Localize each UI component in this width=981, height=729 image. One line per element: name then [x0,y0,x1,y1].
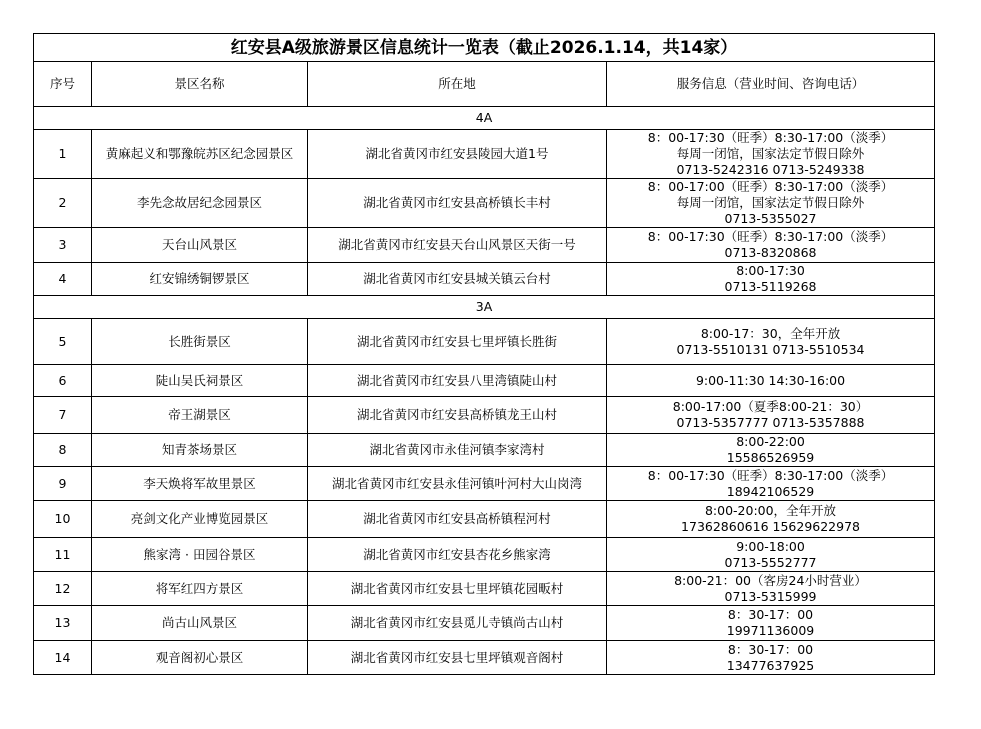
service-line: 8：30-17：00 [727,641,814,657]
table-row [34,641,935,675]
table-row [34,467,935,501]
cell-name: 李先念故居纪念园景区 [92,179,308,228]
table-title: 红安县A级旅游景区信息统计一览表（截止2026.1.14，共14家） [34,34,935,62]
cell-location: 湖北省黄冈市红安县七里坪镇花园畈村 [308,572,607,606]
service-line: 8:00-21：00（客房24小时营业） [674,572,867,588]
table-row [34,434,935,467]
table-row [34,228,935,263]
service-line: 8:00-17:30 [736,263,805,278]
service-line: 0713-5242316 0713-5249338 [676,162,865,177]
table-row [34,365,935,397]
cell-no: 13 [34,606,92,641]
cell-name: 李天焕将军故里景区 [92,467,308,501]
service-line: 0713-8320868 [724,245,817,260]
service-line: 9:00-11:30 14:30-16:00 [695,372,846,388]
cell-service [607,319,935,365]
cell-location: 湖北省黄冈市红安县陵园大道1号 [308,130,607,179]
cell-location: 湖北省黄冈市红安县城关镇云台村 [308,263,607,296]
service-line: 0713-5355027 [724,211,817,226]
service-line: 0713-5119268 [724,279,817,294]
table-body [34,34,935,675]
cell-no: 2 [34,179,92,228]
service-line: 每周一闭馆，国家法定节假日除外 [676,146,865,161]
cell-name: 黄麻起义和鄂豫皖苏区纪念园景区 [92,130,308,179]
cell-location: 湖北省黄冈市红安县永佳河镇叶河村大山岗湾 [308,467,607,501]
cell-location: 湖北省黄冈市红安县八里湾镇陡山村 [308,365,607,397]
header-location: 所在地 [308,62,607,107]
scenic-spots-table [33,33,935,675]
table-row [34,179,935,228]
cell-service [607,572,935,606]
service-line: 8:00-22:00 [736,434,805,449]
table-row [34,538,935,572]
cell-no: 12 [34,572,92,606]
cell-no: 11 [34,538,92,572]
cell-location: 湖北省黄冈市永佳河镇李家湾村 [308,434,607,467]
service-line: 18942106529 [726,483,815,499]
service-line: 0713-5510131 0713-5510534 [676,341,865,357]
cell-service [607,365,935,397]
cell-location: 湖北省黄冈市红安县高桥镇程河村 [308,501,607,538]
grade-row [34,296,935,319]
cell-location: 湖北省黄冈市红安县高桥镇龙王山村 [308,397,607,434]
cell-name: 帝王湖景区 [92,397,308,434]
service-line: 8:00-17:00（夏季8:00-21：30） [672,399,869,414]
cell-no: 9 [34,467,92,501]
grade-label: 3A [34,296,935,319]
cell-service [607,397,935,434]
cell-service [607,641,935,675]
header-no: 序号 [34,62,92,107]
cell-service [607,434,935,467]
header-service: 服务信息（营业时间、咨询电话） [607,62,935,107]
cell-location: 湖北省黄冈市红安县七里坪镇观音阁村 [308,641,607,675]
service-line: 8：00-17:00（旺季）8:30-17:00（淡季） [647,179,894,194]
table-row [34,130,935,179]
service-line: 13477637925 [726,657,815,673]
service-line: 8:00-20:00，全年开放 [704,503,837,518]
cell-service [607,130,935,179]
service-line: 8：00-17:30（旺季）8:30-17:00（淡季） [647,467,894,483]
cell-location: 湖北省黄冈市红安县天台山风景区天街一号 [308,228,607,263]
table-row [34,397,935,434]
table-row [34,572,935,606]
service-line: 0713-5357777 0713-5357888 [676,415,865,430]
service-line: 17362860616 15629622978 [681,519,860,534]
cell-no: 14 [34,641,92,675]
cell-service [607,606,935,641]
cell-name: 长胜街景区 [92,319,308,365]
service-line: 0713-5315999 [724,588,817,604]
header-name: 景区名称 [92,62,308,107]
cell-no: 6 [34,365,92,397]
cell-name: 红安锦绣铜锣景区 [92,263,308,296]
cell-location: 湖北省黄冈市红安县高桥镇长丰村 [308,179,607,228]
grade-label: 4A [34,107,935,130]
cell-service [607,179,935,228]
cell-service [607,228,935,263]
cell-no: 8 [34,434,92,467]
cell-name: 将军红四方景区 [92,572,308,606]
cell-name: 熊家湾 · 田园谷景区 [92,538,308,572]
service-line: 19971136009 [726,623,815,638]
service-line: 9:00-18:00 [736,538,805,554]
title-row [34,34,935,62]
service-line: 8：00-17:30（旺季）8:30-17:00（淡季） [647,229,894,244]
service-line: 每周一闭馆，国家法定节假日除外 [676,195,865,210]
grade-row [34,107,935,130]
service-line: 8:00-17：30，全年开放 [700,325,841,341]
cell-name: 亮剑文化产业博览园景区 [92,501,308,538]
cell-name: 尚古山风景区 [92,606,308,641]
cell-service [607,263,935,296]
service-line: 15586526959 [726,450,815,465]
cell-no: 10 [34,501,92,538]
table-row [34,319,935,365]
cell-location: 湖北省黄冈市红安县杏花乡熊家湾 [308,538,607,572]
cell-no: 4 [34,263,92,296]
service-line: 8：30-17：00 [727,607,814,622]
table-row [34,501,935,538]
cell-no: 1 [34,130,92,179]
cell-no: 3 [34,228,92,263]
service-line: 8：00-17:30（旺季）8:30-17:00（淡季） [647,130,894,145]
cell-location: 湖北省黄冈市红安县七里坪镇长胜街 [308,319,607,365]
header-row [34,62,935,107]
table-row [34,606,935,641]
cell-service [607,501,935,538]
cell-name: 知青茶场景区 [92,434,308,467]
cell-location: 湖北省黄冈市红安县觅儿寺镇尚古山村 [308,606,607,641]
cell-service [607,467,935,501]
table-row [34,263,935,296]
service-line: 0713-5552777 [724,554,817,570]
cell-name: 天台山风景区 [92,228,308,263]
cell-name: 陡山吴氏祠景区 [92,365,308,397]
cell-name: 观音阁初心景区 [92,641,308,675]
cell-no: 7 [34,397,92,434]
cell-no: 5 [34,319,92,365]
cell-service [607,538,935,572]
